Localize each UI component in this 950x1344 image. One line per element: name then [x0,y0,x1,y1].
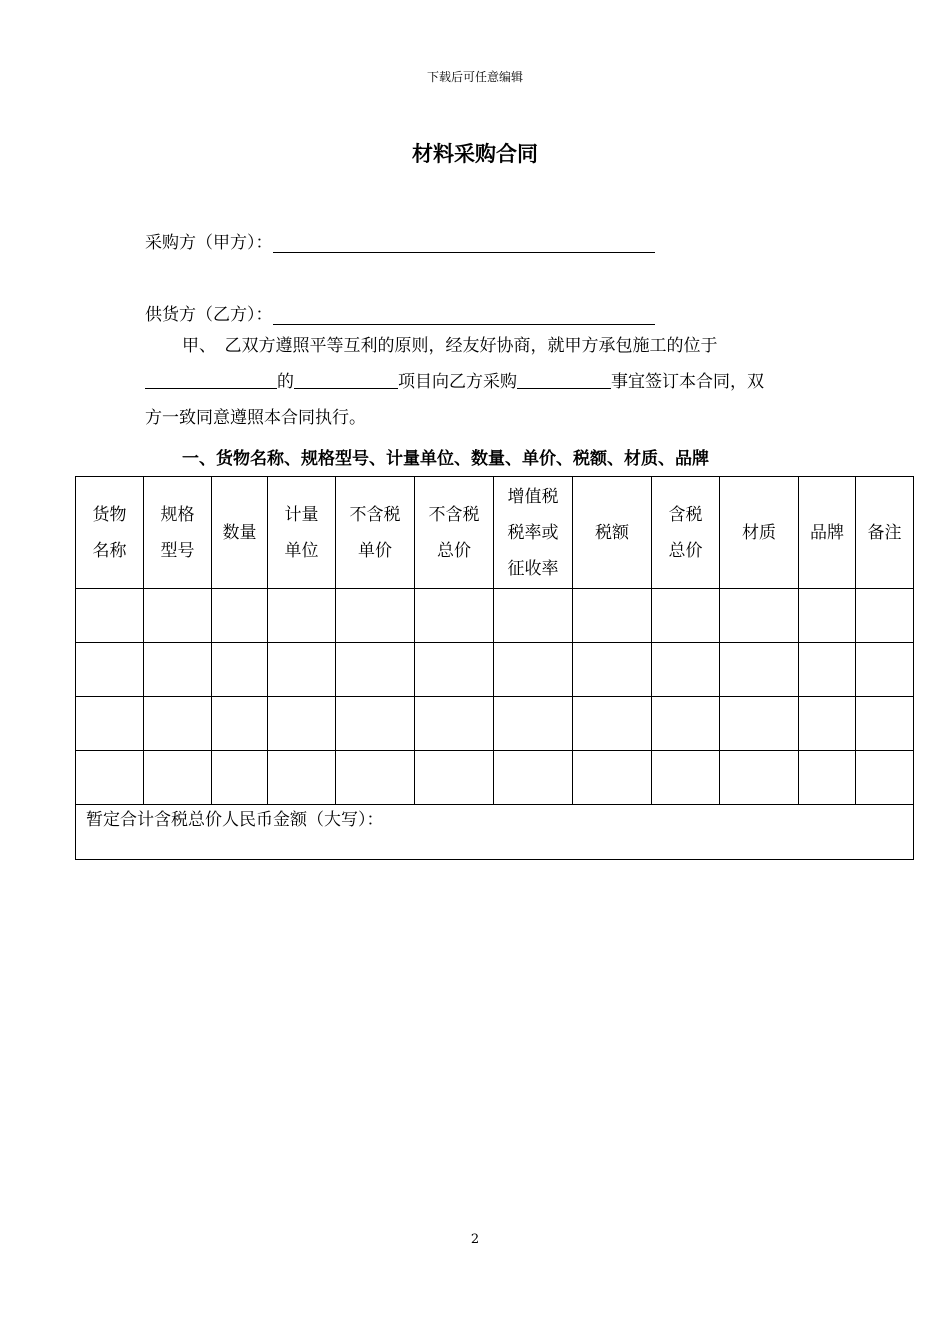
table-cell[interactable] [212,589,268,643]
table-cell[interactable] [573,751,652,805]
table-cell[interactable] [336,589,415,643]
column-header-text: 总价 [668,540,703,561]
intro-line-1: 甲、 乙双方遵照平等互利的原则，经友好协商，就甲方承包施工的位于 [182,336,718,356]
section-1-title: 一、货物名称、规格型号、计量单位、数量、单价、税额、材质、品牌 [182,449,709,469]
intro-project: 项目向乙方采购 [398,372,517,392]
table-cell[interactable] [494,643,573,697]
table-cell[interactable] [268,697,336,751]
table-cell[interactable] [144,589,212,643]
table-cell[interactable] [573,697,652,751]
table-cell[interactable] [856,643,914,697]
table-cell[interactable] [415,697,494,751]
buyer-label: 采购方（甲方）： [145,233,273,253]
column-header-text: 税额 [595,522,629,543]
column-header-text: 名称 [92,540,127,561]
table-cell[interactable] [212,751,268,805]
table-cell[interactable] [76,643,144,697]
table-cell[interactable] [652,697,720,751]
column-header [268,477,336,589]
column-header-text: 品牌 [810,522,844,543]
table-cell[interactable] [144,697,212,751]
column-header [212,477,268,589]
column-header-text: 备注 [867,522,902,543]
table-cell[interactable] [336,697,415,751]
table-cell[interactable] [652,643,720,697]
location-blank[interactable] [145,368,277,389]
column-header-text: 增值税 [507,486,559,507]
column-header [415,477,494,589]
table-cell[interactable] [415,751,494,805]
table-cell[interactable] [494,697,573,751]
column-header-text: 含税 [668,504,703,525]
table-cell[interactable] [799,697,856,751]
table-cell[interactable] [415,589,494,643]
supplier-blank[interactable] [273,306,655,325]
column-header [573,477,652,589]
page-number: 2 [470,1232,480,1247]
table-cell[interactable] [268,643,336,697]
intro-paragraph [145,328,810,436]
total-label[interactable]: 暂定合计含税总价人民币金额（大写）： [76,805,914,860]
column-header [720,477,799,589]
table-cell[interactable] [268,589,336,643]
column-header-text: 规格 [160,504,195,525]
table-cell[interactable] [76,697,144,751]
table-cell[interactable] [799,751,856,805]
column-header-text: 征收率 [507,558,559,579]
column-header [144,477,212,589]
table-cell[interactable] [212,697,268,751]
table-cell[interactable] [76,589,144,643]
column-header-text: 不含税 [349,504,401,525]
supplier-line [145,300,655,325]
table-cell[interactable] [336,751,415,805]
column-header-text: 货物 [92,504,127,525]
table-cell[interactable] [573,589,652,643]
table-cell[interactable] [268,751,336,805]
project-blank[interactable] [294,368,398,389]
total-row [76,805,914,860]
column-header-text: 税率或 [507,522,559,543]
table-cell[interactable] [720,589,799,643]
column-header [799,477,856,589]
intro-de: 的 [277,372,294,392]
buyer-blank[interactable] [273,234,655,253]
table-cell[interactable] [856,589,914,643]
table-cell[interactable] [720,697,799,751]
matter-blank[interactable] [517,368,611,389]
buyer-line [145,228,655,253]
column-header-text: 总价 [437,540,471,561]
column-header-text: 数量 [222,522,257,543]
table-row [76,643,914,697]
table-cell[interactable] [799,643,856,697]
table-cell[interactable] [799,589,856,643]
table-cell[interactable] [652,589,720,643]
table-row [76,589,914,643]
intro-line-3: 方一致同意遵照本合同执行。 [145,408,366,428]
column-header-text: 单位 [284,540,319,561]
table-cell[interactable] [720,751,799,805]
column-header [856,477,914,589]
document-title: 材料采购合同 [412,142,538,166]
intro-line-2 [145,364,810,400]
column-header-text: 计量 [284,504,319,525]
column-header-text: 不含税 [428,504,480,525]
table-cell[interactable] [144,643,212,697]
table-cell[interactable] [336,643,415,697]
column-header [494,477,573,589]
table-row [76,751,914,805]
goods-table [75,476,914,860]
column-header-text: 单价 [358,540,392,561]
table-cell[interactable] [212,643,268,697]
table-cell[interactable] [144,751,212,805]
intro-matter: 事宜签订本合同，双 [611,372,764,392]
table-header-row [76,477,914,589]
table-cell[interactable] [652,751,720,805]
table-cell[interactable] [76,751,144,805]
column-header [652,477,720,589]
table-cell[interactable] [720,643,799,697]
table-cell[interactable] [494,751,573,805]
table-cell[interactable] [856,751,914,805]
table-row [76,697,914,751]
column-header-text: 材质 [742,522,776,543]
supplier-label: 供货方（乙方）： [145,305,273,325]
table-cell[interactable] [415,643,494,697]
table-cell[interactable] [856,697,914,751]
column-header [76,477,144,589]
header-note: 下载后可任意编辑 [426,70,523,84]
table-cell[interactable] [573,643,652,697]
column-header [336,477,415,589]
column-header-text: 型号 [160,540,195,561]
table-cell[interactable] [494,589,573,643]
